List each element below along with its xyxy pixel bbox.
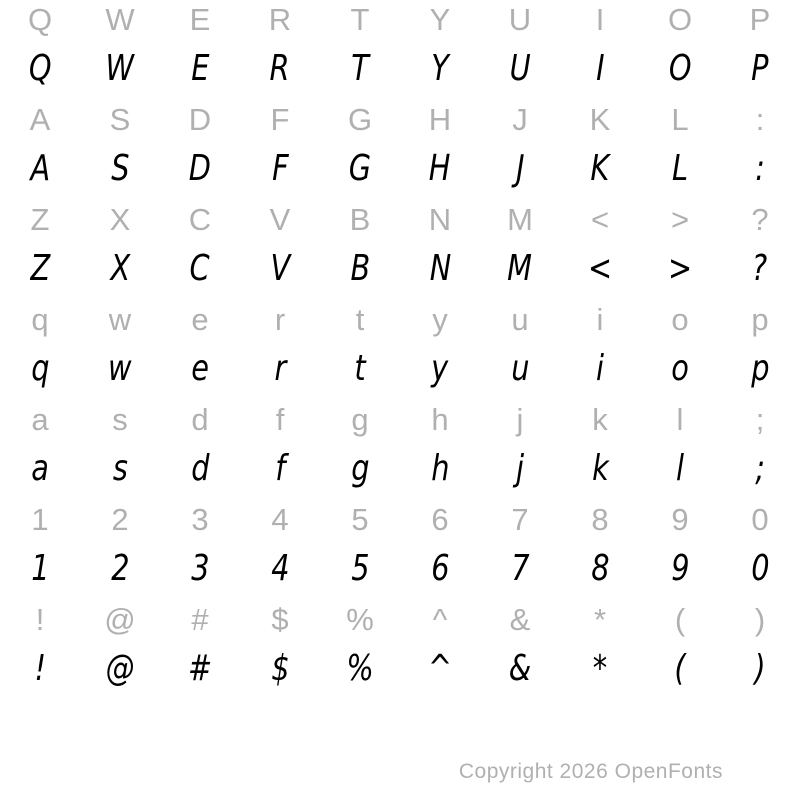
glyph: t <box>354 348 366 389</box>
glyph-cell <box>240 394 320 444</box>
glyph: W <box>105 48 135 89</box>
glyph-cell <box>240 594 320 644</box>
glyph: j <box>515 448 524 489</box>
glyph-cell <box>720 444 800 494</box>
glyph-cell <box>720 0 800 44</box>
glyph-cell <box>400 294 480 344</box>
glyph-cell <box>80 594 160 644</box>
glyph: A <box>30 148 50 189</box>
glyph-cell <box>160 0 240 44</box>
glyph: V <box>269 201 291 237</box>
glyph: s <box>112 448 128 489</box>
glyph-cell <box>400 244 480 294</box>
glyph-cell <box>640 344 720 394</box>
glyph-cell <box>400 544 480 594</box>
specimen-row-sample <box>0 344 800 394</box>
glyph-cell <box>160 594 240 644</box>
glyph-cell <box>80 44 160 94</box>
glyph-cell <box>0 494 80 544</box>
glyph-cell <box>560 394 640 444</box>
glyph: e <box>191 301 209 337</box>
glyph: U <box>509 48 531 89</box>
glyph: p <box>750 348 770 389</box>
glyph: R <box>269 48 290 89</box>
glyph-cell <box>80 144 160 194</box>
glyph-cell <box>320 544 400 594</box>
glyph: M <box>507 201 533 237</box>
glyph: X <box>110 248 130 289</box>
glyph-cell <box>560 544 640 594</box>
glyph: < <box>587 248 613 289</box>
glyph: $ <box>271 601 289 637</box>
glyph: & <box>509 601 531 637</box>
glyph: N <box>428 201 452 237</box>
specimen-row-sample <box>0 544 800 594</box>
glyph: L <box>671 101 689 137</box>
glyph: > <box>667 248 693 289</box>
glyph: ^ <box>432 601 448 637</box>
glyph-cell <box>720 544 800 594</box>
glyph-cell <box>240 494 320 544</box>
specimen-row-reference <box>0 394 800 444</box>
glyph-cell <box>80 294 160 344</box>
glyph-cell <box>400 394 480 444</box>
glyph-cell <box>400 94 480 144</box>
glyph: k <box>592 401 608 437</box>
glyph: * <box>592 648 608 689</box>
specimen-row-reference <box>0 94 800 144</box>
glyph-cell <box>560 494 640 544</box>
glyph-cell <box>0 344 80 394</box>
glyph-cell <box>400 0 480 44</box>
glyph: o <box>671 301 689 337</box>
glyph: Y <box>429 1 451 37</box>
glyph-cell <box>160 394 240 444</box>
specimen-row-reference <box>0 494 800 544</box>
glyph: N <box>429 248 451 289</box>
glyph: 4 <box>270 548 290 589</box>
glyph: 1 <box>31 501 49 537</box>
glyph-cell <box>80 544 160 594</box>
glyph: 4 <box>271 501 289 537</box>
glyph: Z <box>30 248 50 289</box>
glyph-cell <box>80 244 160 294</box>
glyph-cell <box>480 494 560 544</box>
glyph: 9 <box>670 548 690 589</box>
glyph-cell <box>640 644 720 694</box>
glyph: D <box>188 101 212 137</box>
glyph-cell <box>320 294 400 344</box>
glyph-cell <box>400 344 480 394</box>
glyph-cell <box>480 0 560 44</box>
glyph-cell <box>240 344 320 394</box>
glyph: a <box>31 448 49 489</box>
glyph-cell <box>720 594 800 644</box>
glyph-cell <box>400 44 480 94</box>
glyph: U <box>508 1 532 37</box>
glyph: f <box>275 401 285 437</box>
glyph: i <box>596 301 604 337</box>
glyph: F <box>270 101 290 137</box>
glyph-cell <box>320 94 400 144</box>
glyph-cell <box>480 244 560 294</box>
glyph: l <box>675 448 684 489</box>
glyph: % <box>346 601 374 637</box>
glyph: q <box>31 301 49 337</box>
glyph-cell <box>80 644 160 694</box>
copyright-notice: Copyright 2026 OpenFonts <box>458 760 723 783</box>
glyph: # <box>187 648 213 689</box>
glyph: t <box>355 301 365 337</box>
glyph: d <box>190 448 210 489</box>
glyph: p <box>751 301 769 337</box>
glyph-cell <box>720 294 800 344</box>
glyph-cell <box>0 294 80 344</box>
glyph: : <box>755 101 765 137</box>
glyph-cell <box>80 444 160 494</box>
glyph-cell <box>80 494 160 544</box>
glyph-cell <box>160 94 240 144</box>
glyph-cell <box>240 44 320 94</box>
glyph: W <box>105 1 135 37</box>
glyph: 5 <box>350 548 370 589</box>
glyph-cell <box>80 344 160 394</box>
glyph-cell <box>240 544 320 594</box>
glyph: f <box>274 448 286 489</box>
glyph: 5 <box>351 501 369 537</box>
glyph-cell <box>0 244 80 294</box>
glyph-cell <box>560 244 640 294</box>
glyph: X <box>109 201 131 237</box>
glyph: 3 <box>190 548 210 589</box>
glyph: S <box>109 101 131 137</box>
glyph-cell <box>320 194 400 244</box>
glyph: A <box>29 101 51 137</box>
specimen-row-reference <box>0 194 800 244</box>
glyph: r <box>274 301 286 337</box>
glyph: ; <box>755 401 765 437</box>
glyph: ! <box>35 601 45 637</box>
glyph: L <box>671 148 689 189</box>
glyph: K <box>589 101 611 137</box>
glyph-cell <box>640 444 720 494</box>
specimen-row-sample <box>0 444 800 494</box>
glyph: S <box>110 148 130 189</box>
glyph-cell <box>320 44 400 94</box>
glyph-cell <box>640 194 720 244</box>
glyph: d <box>191 401 209 437</box>
glyph: & <box>508 648 532 689</box>
glyph-cell <box>240 444 320 494</box>
glyph: ! <box>34 648 46 689</box>
glyph-cell <box>400 444 480 494</box>
glyph-cell <box>480 644 560 694</box>
glyph-cell <box>480 544 560 594</box>
glyph-cell <box>720 44 800 94</box>
glyph-cell <box>560 44 640 94</box>
glyph: ) <box>754 601 766 637</box>
glyph: V <box>270 248 290 289</box>
glyph-cell <box>720 344 800 394</box>
glyph-cell <box>640 494 720 544</box>
glyph: 6 <box>431 501 449 537</box>
glyph: T <box>351 48 369 89</box>
glyph-cell <box>320 0 400 44</box>
glyph-cell <box>720 144 800 194</box>
glyph: I <box>595 48 605 89</box>
glyph-cell <box>160 444 240 494</box>
glyph-cell <box>480 594 560 644</box>
glyph: h <box>430 448 450 489</box>
glyph: > <box>670 201 690 237</box>
glyph-cell <box>240 644 320 694</box>
glyph-cell <box>640 144 720 194</box>
glyph-cell <box>480 344 560 394</box>
glyph: B <box>349 201 371 237</box>
glyph-cell <box>160 344 240 394</box>
glyph-cell <box>0 0 80 44</box>
glyph: # <box>191 601 209 637</box>
glyph: : <box>755 148 765 189</box>
glyph: r <box>274 348 286 389</box>
specimen-row-reference <box>0 594 800 644</box>
glyph: 0 <box>750 548 770 589</box>
glyph: C <box>189 248 211 289</box>
glyph: ( <box>674 648 686 689</box>
glyph: s <box>112 401 128 437</box>
glyph: j <box>516 401 524 437</box>
glyph: 7 <box>511 501 529 537</box>
glyph-cell <box>240 294 320 344</box>
glyph-cell <box>400 644 480 694</box>
glyph-cell <box>560 0 640 44</box>
glyph-cell <box>560 644 640 694</box>
glyph: o <box>671 348 689 389</box>
glyph: % <box>346 648 374 689</box>
glyph: M <box>507 248 533 289</box>
glyph: k <box>591 448 609 489</box>
glyph: y <box>432 301 448 337</box>
glyph-cell <box>320 494 400 544</box>
glyph-cell <box>640 294 720 344</box>
glyph: g <box>350 448 370 489</box>
glyph-cell <box>240 144 320 194</box>
glyph: 2 <box>110 548 130 589</box>
glyph-cell <box>160 494 240 544</box>
specimen-row-sample <box>0 44 800 94</box>
glyph: G <box>347 101 373 137</box>
glyph: < <box>590 201 610 237</box>
glyph-cell <box>80 0 160 44</box>
glyph-cell <box>320 244 400 294</box>
glyph-cell <box>160 294 240 344</box>
glyph: K <box>590 148 610 189</box>
glyph-cell <box>240 194 320 244</box>
glyph-cell <box>240 244 320 294</box>
glyph-cell <box>0 194 80 244</box>
glyph: g <box>351 401 369 437</box>
specimen-row-reference <box>0 294 800 344</box>
glyph-cell <box>480 44 560 94</box>
glyph: O <box>667 1 693 37</box>
glyph-cell <box>160 194 240 244</box>
glyph: Z <box>30 201 50 237</box>
glyph: ^ <box>427 648 453 689</box>
glyph: u <box>511 301 529 337</box>
glyph-cell <box>720 94 800 144</box>
glyph: w <box>108 348 132 389</box>
glyph: P <box>751 48 769 89</box>
glyph: l <box>676 401 684 437</box>
glyph: P <box>749 1 771 37</box>
glyph: 9 <box>671 501 689 537</box>
glyph: E <box>190 48 210 89</box>
glyph: i <box>595 348 604 389</box>
glyph: C <box>188 201 212 237</box>
glyph: O <box>668 48 692 89</box>
glyph-cell <box>560 594 640 644</box>
glyph-cell <box>160 244 240 294</box>
glyph-cell <box>400 494 480 544</box>
glyph: * <box>593 601 607 637</box>
glyph-cell <box>480 294 560 344</box>
glyph: ? <box>752 248 768 289</box>
glyph-cell <box>480 144 560 194</box>
glyph: Y <box>431 48 449 89</box>
glyph: Q <box>28 48 52 89</box>
glyph-cell <box>160 144 240 194</box>
glyph-cell <box>80 194 160 244</box>
glyph-cell <box>320 444 400 494</box>
glyph-cell <box>320 644 400 694</box>
glyph-cell <box>560 294 640 344</box>
glyph-cell <box>80 94 160 144</box>
glyph: 2 <box>111 501 129 537</box>
glyph: B <box>350 248 370 289</box>
glyph-cell <box>720 394 800 444</box>
glyph: 0 <box>751 501 769 537</box>
glyph-cell <box>240 94 320 144</box>
glyph-cell <box>0 394 80 444</box>
glyph-cell <box>720 244 800 294</box>
glyph-cell <box>560 144 640 194</box>
glyph-cell <box>560 194 640 244</box>
glyph-cell <box>160 544 240 594</box>
glyph-cell <box>320 594 400 644</box>
glyph-cell <box>480 394 560 444</box>
glyph-cell <box>640 394 720 444</box>
glyph-cell <box>0 144 80 194</box>
glyph-cell <box>0 44 80 94</box>
glyph-cell <box>560 344 640 394</box>
specimen-row-sample <box>0 144 800 194</box>
glyph: h <box>431 401 449 437</box>
glyph-cell <box>0 444 80 494</box>
glyph-cell <box>480 94 560 144</box>
glyph: q <box>30 348 50 389</box>
glyph: w <box>108 301 132 337</box>
glyph-cell <box>160 44 240 94</box>
glyph: ; <box>755 448 765 489</box>
glyph-cell <box>240 0 320 44</box>
glyph-cell <box>320 344 400 394</box>
glyph: J <box>512 101 528 137</box>
glyph-cell <box>560 444 640 494</box>
specimen-row-reference <box>0 0 800 44</box>
glyph: ( <box>674 601 686 637</box>
glyph: @ <box>105 648 135 689</box>
glyph: e <box>191 348 209 389</box>
glyph: 3 <box>191 501 209 537</box>
glyph: E <box>189 1 211 37</box>
glyph-cell <box>320 394 400 444</box>
glyph-cell <box>400 144 480 194</box>
glyph: G <box>348 148 372 189</box>
glyph: 8 <box>591 501 609 537</box>
glyph: a <box>31 401 49 437</box>
glyph: 8 <box>590 548 610 589</box>
glyph: u <box>510 348 530 389</box>
glyph-cell <box>720 644 800 694</box>
glyph: 7 <box>510 548 530 589</box>
glyph-cell <box>0 544 80 594</box>
specimen-row-sample <box>0 644 800 694</box>
glyph: 1 <box>30 548 50 589</box>
glyph-cell <box>400 194 480 244</box>
glyph: ) <box>754 648 766 689</box>
glyph: H <box>429 148 451 189</box>
glyph-cell <box>0 94 80 144</box>
glyph-cell <box>400 594 480 644</box>
glyph-cell <box>480 444 560 494</box>
glyph-cell <box>720 494 800 544</box>
glyph: R <box>268 1 292 37</box>
glyph-cell <box>640 94 720 144</box>
specimen-row-sample <box>0 244 800 294</box>
glyph-cell <box>80 394 160 444</box>
glyph: I <box>595 1 605 37</box>
glyph-cell <box>640 44 720 94</box>
glyph: D <box>188 148 212 189</box>
glyph: Q <box>27 1 53 37</box>
glyph: ? <box>751 201 769 237</box>
glyph: H <box>428 101 452 137</box>
glyph-cell <box>560 94 640 144</box>
glyph-cell <box>480 194 560 244</box>
glyph: y <box>431 348 449 389</box>
glyph-cell <box>720 194 800 244</box>
glyph-cell <box>0 644 80 694</box>
glyph-cell <box>0 594 80 644</box>
glyph-cell <box>160 644 240 694</box>
glyph: $ <box>270 648 290 689</box>
glyph-cell <box>640 594 720 644</box>
glyph-cell <box>640 244 720 294</box>
glyph-cell <box>320 144 400 194</box>
glyph: J <box>515 148 525 189</box>
glyph: T <box>350 1 370 37</box>
glyph: F <box>271 148 289 189</box>
glyph-cell <box>640 544 720 594</box>
glyph-cell <box>640 0 720 44</box>
glyph: @ <box>104 601 136 637</box>
glyph: 6 <box>430 548 450 589</box>
